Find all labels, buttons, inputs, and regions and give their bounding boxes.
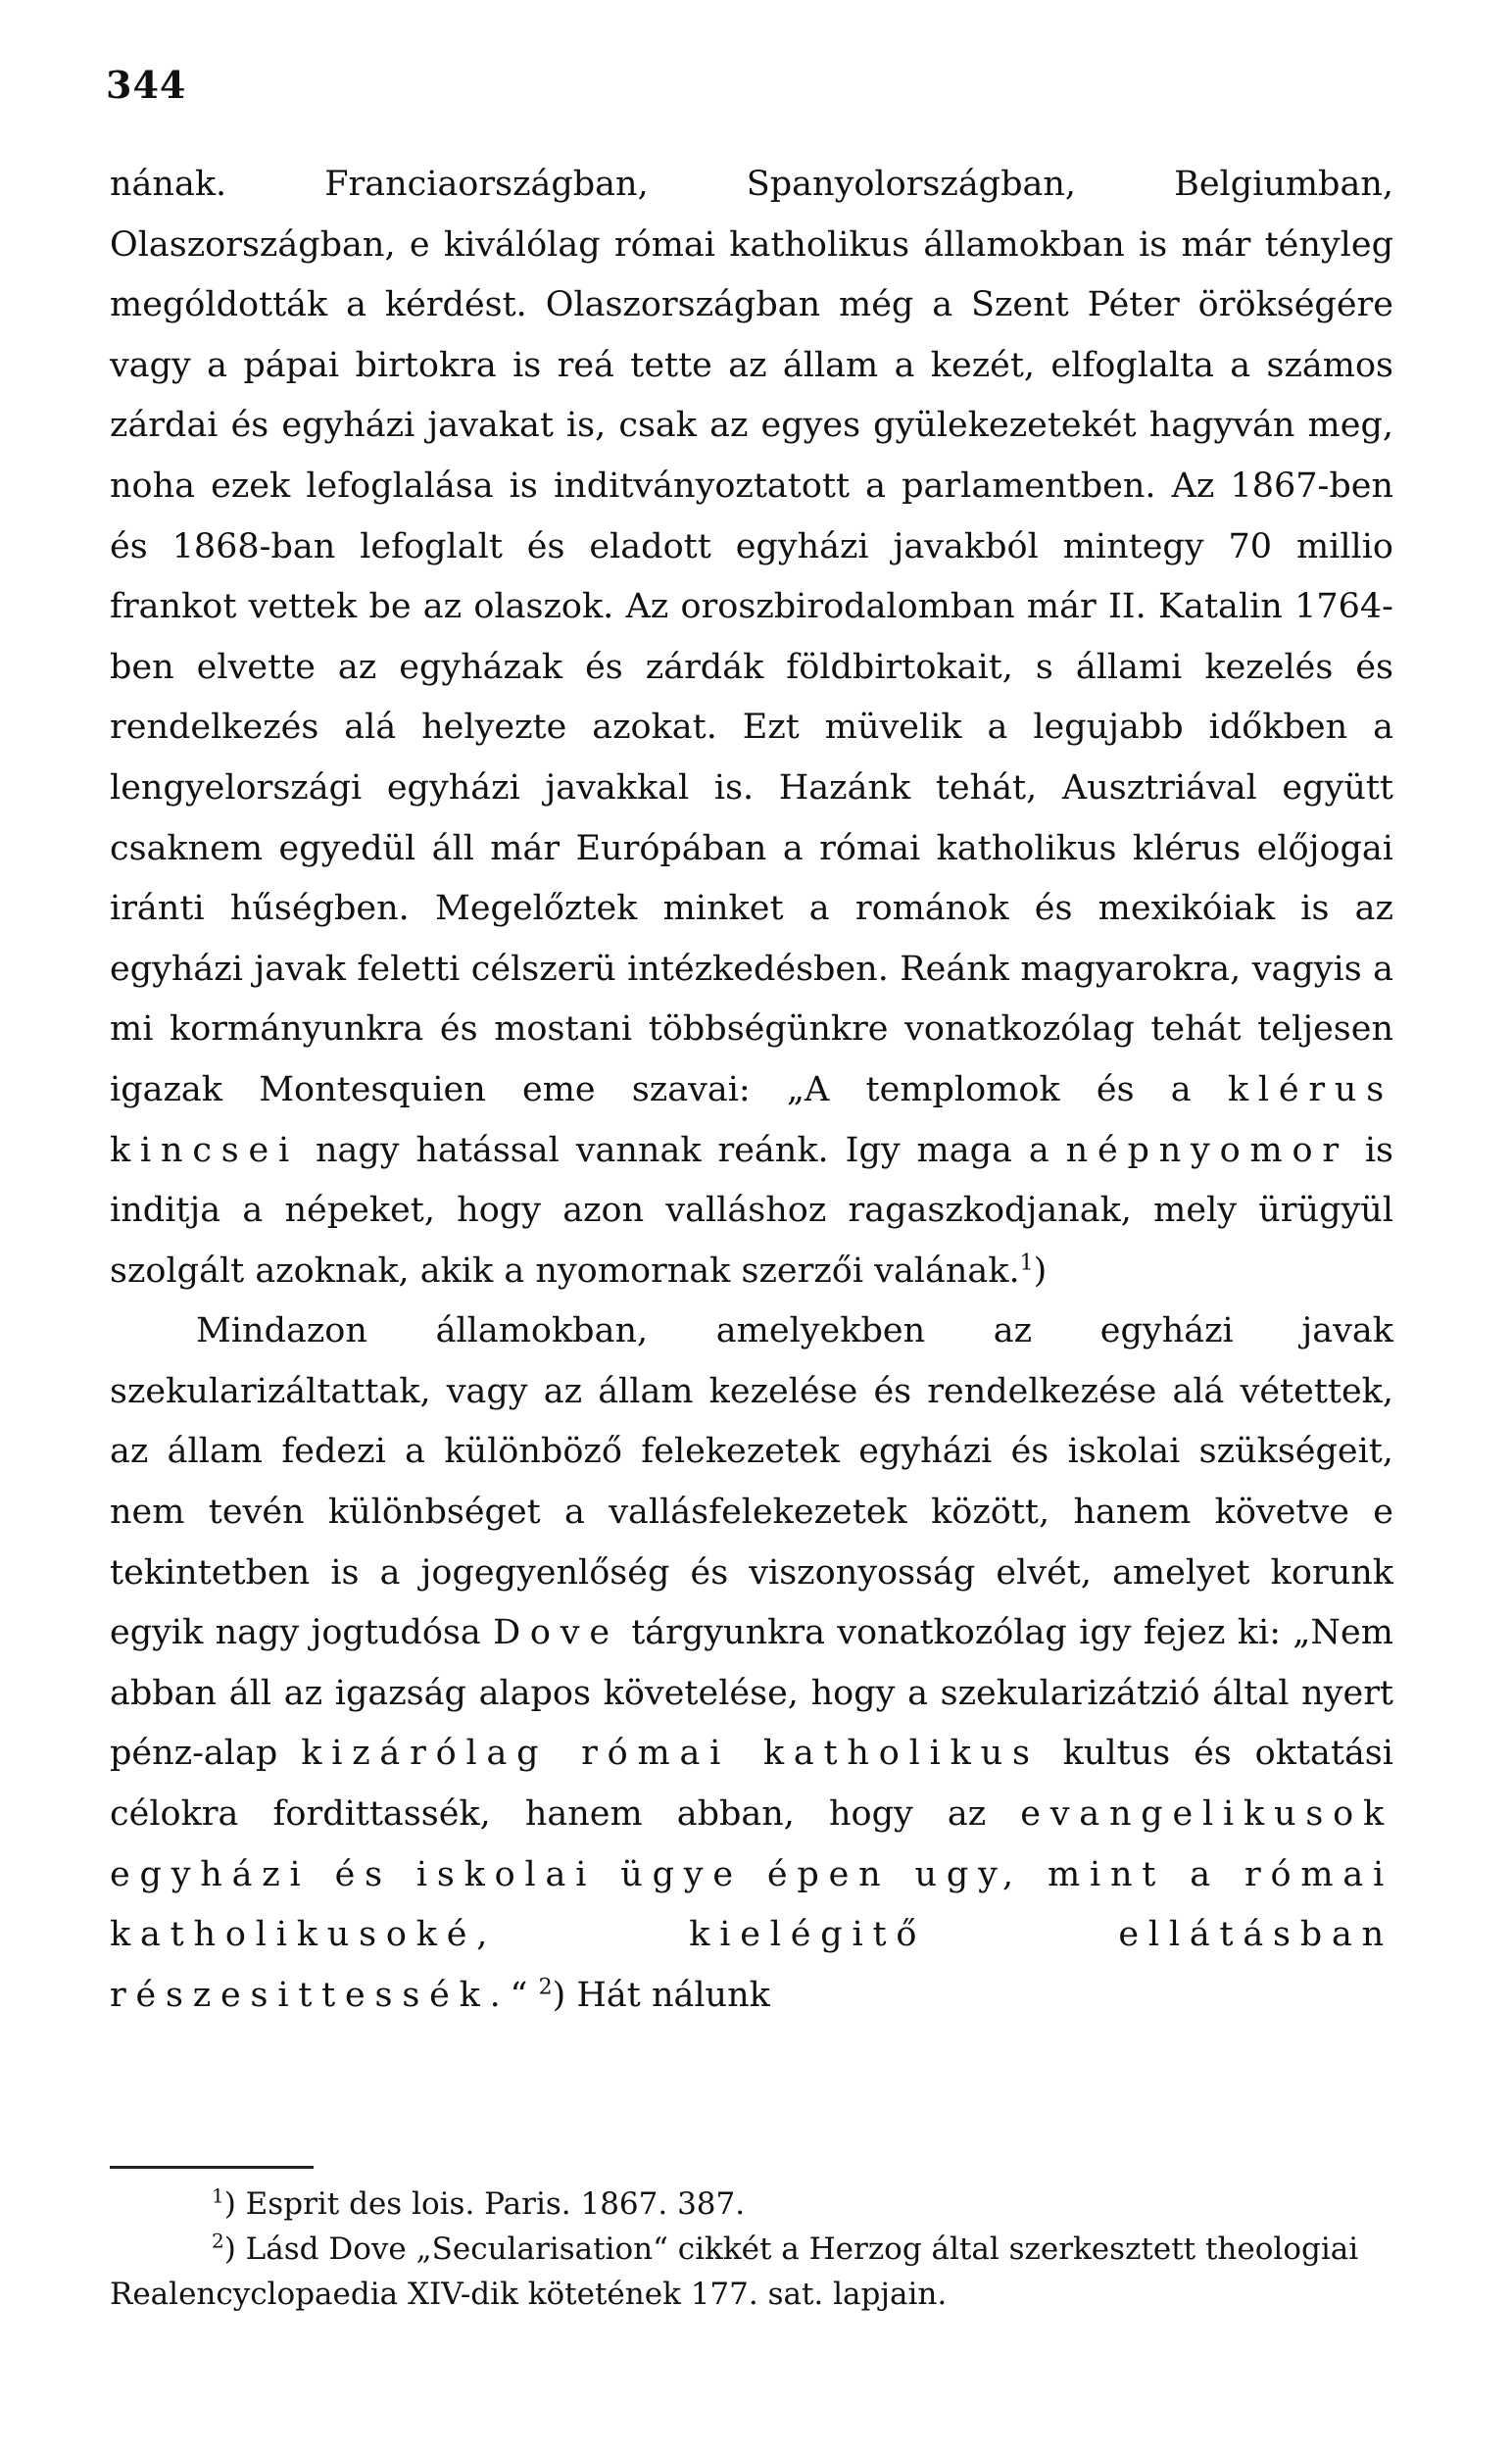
footnote-2-text: ) Lásd Dove „Secularisation“ cikkét a Herzog által szerkesztett theologiai Realencyclopaedia XIV-dik kötetének 177. sat. lapjain.: [110, 2231, 1359, 2312]
paragraph-2-text-b: tárgyunkra vonatkozólag igy fejez ki: „Nem abban áll az igazság alapos követelése, hogy a szekularizátzió által nyert pénz-alap: [110, 1613, 1393, 1774]
footnote-1-marker: 1: [212, 2183, 224, 2208]
footnote-1: [110, 2182, 1384, 2227]
footnote-reference-2: 2: [538, 1975, 553, 2000]
paragraph-1-text-c: is inditja a népeket, hogy azon valláshoz ragaszkodjanak, mely ürügyül szolgált azoknak, akik a nyomornak szerzői valának.: [110, 1130, 1393, 1291]
page-number: 344: [106, 63, 187, 107]
paragraph-1-text-a: nának. Franciaországban, Spanyolországban, Belgiumban, Olaszországban, e kiválólag római katholikus államokban is már tényleg mególdották a kérdést. Olaszországban még a Szent Péter örökségére vagy a pápai birtokra is reá tette az állam a kezét, elfoglalta a számos zárdai és egyházi javakat is, csak az egyes gyülekezetekét hagyván meg, noha ezek lefoglalása is inditványoztatott a parlamentben. Az 1867-ben és 1868-ban lefoglalt és eladott egyházi javakból mintegy 70 millio frankot vettek be az olaszok. Az oroszbirodalomban már II. Katalin 1764-ben elvette az egyházak és zárdák földbirtokait, s állami kezelés és rendelkezés alá helyezte azokat. Ezt müvelik a legujabb időkben a lengyelországi egyházi javakkal is. Hazánk tehát, Ausztriával együtt csaknem egyedül áll már Európában a római katholikus klérus előjogai iránti hűségben. Megelőztek minket a románok és mexikóiak is az egyházi javak feletti célszerü intézkedésben. Reánk magyarokra, vagyis a mi kormányunkra és mostani többségünkre vonatkozólag tehát teljesen igazak Montesquien eme szavai: „A templomok és a: [110, 165, 1393, 1109]
paragraph-2-spaced-3: evangelikusok egyházi és iskolai ügye épen ugy, mint a római katholikusoké, kielégitő ellátásban részesittessék.: [110, 1794, 1393, 2015]
footnote-1-text: ) Esprit des lois. Paris. 1867. 387.: [223, 2186, 746, 2222]
paragraph-2-text-d: “: [510, 1975, 528, 2015]
paragraph-1-spaced-2: népnyomor: [1065, 1130, 1348, 1170]
paragraph-2-text-e: ) Hát nálunk: [552, 1975, 770, 2015]
footnotes: [110, 2182, 1384, 2317]
footnote-reference-1: 1: [1019, 1251, 1034, 1276]
footnote-divider: [110, 2166, 314, 2169]
paragraph-2: [110, 1301, 1393, 2026]
paragraph-1: [110, 155, 1393, 1301]
paragraph-1-text-d: ): [1033, 1251, 1048, 1291]
paragraph-2-spaced-1: Dove: [493, 1613, 619, 1653]
paragraph-2-spaced-2: kizárólag római katholikus: [301, 1734, 1040, 1774]
footnote-2-marker: 2: [212, 2229, 224, 2253]
footnote-2: [110, 2227, 1384, 2317]
paragraph-2-text-c: kultus és oktatási célokra fordittassék, hanem abban, hogy az: [110, 1734, 1393, 1835]
main-text: [110, 155, 1393, 2026]
paragraph-1-spaced-1: klérus kincsei: [110, 1069, 1393, 1170]
paragraph-1-text-b: nagy hatással vannak reánk. Igy maga a: [315, 1130, 1049, 1170]
paragraph-2-text-a: Mindazon államokban, amelyekben az egyházi javak szekularizáltattak, vagy az állam kezelése és rendelkezése alá vétettek, az állam fedezi a különböző felekezetek egyházi és iskolai szükségeit, nem tevén különbséget a vallásfelekezetek között, hanem követve e tekintetben is a jogegyenlőség és viszonyosság elvét, amelyet korunk egyik nagy jogtudósa: [110, 1311, 1393, 1653]
